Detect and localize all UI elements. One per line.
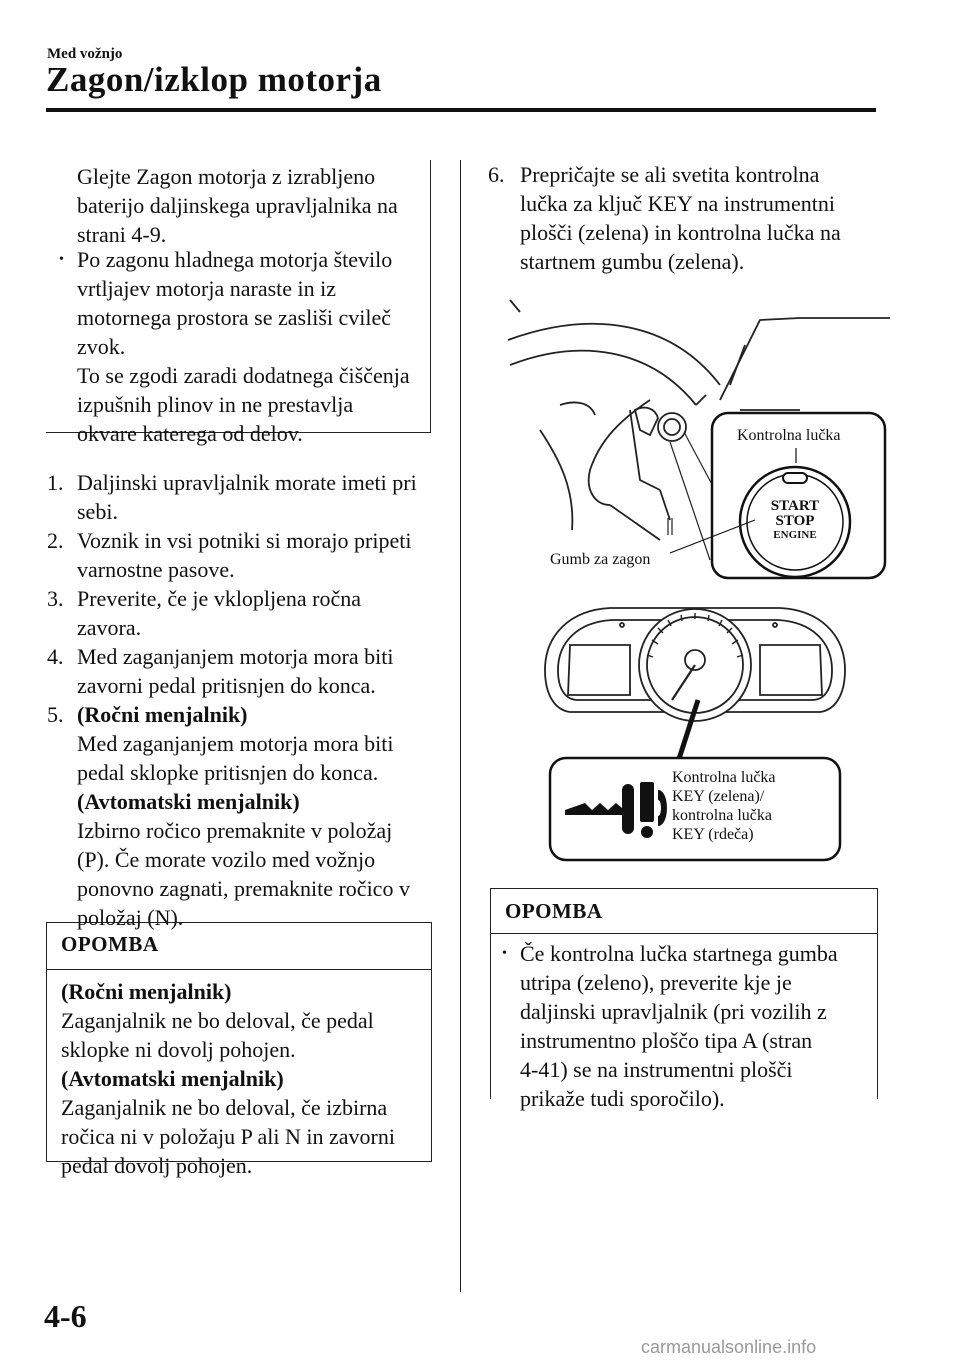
title-rule	[46, 108, 876, 112]
steering-column	[589, 400, 650, 505]
step-5: 5. (Ročni menjalnik) Med zaganjanjem motorja mora biti pedal sklopke pritisnjen do konca. (Avtomatski menjalnik) Izbirno ročico premaknite v položaj (P). Če morate vozilo med vožnjo ponovno zagnati, premaknite ročico v položaj (N).	[47, 700, 447, 932]
svg-text:ENGINE: ENGINE	[773, 529, 817, 541]
svg-text:Kontrolna lučka: Kontrolna lučka	[672, 769, 776, 786]
watermark-link[interactable]: carmanualsonline.info	[641, 1337, 817, 1357]
svg-text:kontrolna lučka: kontrolna lučka	[672, 807, 772, 824]
bullet-icon: •	[502, 946, 507, 961]
top-box-paragraph-1: Glejte Zagon motorja z izrabljeno baterijo daljinskega upravljalnika na strani 4-9.	[77, 164, 398, 247]
indicator-lamp-icon	[783, 473, 807, 483]
step-5-manual-heading: (Ročni menjalnik)	[77, 702, 248, 727]
bullet-icon: •	[59, 252, 64, 267]
note-heading: OPOMBA	[61, 932, 159, 956]
step-2: 2. Voznik in vsi potniki si morajo pripeti varnostne pasove.	[47, 528, 412, 582]
page-title: Zagon/izklop motorja	[46, 60, 382, 99]
instrument-cluster-figure	[540, 600, 850, 865]
step-3: 3. Preverite, če je vklopljena ročna zavora.	[47, 586, 362, 640]
step-1: 1. Daljinski upravljalnik morate imeti pri sebi.	[47, 470, 417, 524]
svg-text:STOP: STOP	[775, 513, 815, 529]
start-button-small	[658, 413, 686, 441]
dashboard-vent	[720, 318, 890, 400]
svg-text:KEY (rdeča): KEY (rdeča)	[672, 826, 754, 843]
svg-text:KEY (zelena)/: KEY (zelena)/	[672, 788, 765, 805]
page-number: 4-6	[44, 1298, 87, 1334]
note-divider	[47, 969, 431, 970]
svg-text:START: START	[770, 498, 820, 514]
right-display	[760, 645, 822, 695]
steering-wheel-inner-rim	[510, 351, 696, 405]
dashboard-edge-line	[510, 300, 520, 312]
section-label: Med vožnjo	[47, 46, 123, 62]
steps-list	[47, 468, 447, 932]
callout-button-label: Gumb za zagon	[550, 551, 651, 568]
left-display	[568, 645, 630, 695]
callout-indicator-label: Kontrolna lučka	[737, 427, 841, 444]
note-heading-right: OPOMBA	[505, 899, 603, 923]
step-5-auto-heading: (Avtomatski menjalnik)	[77, 789, 300, 814]
top-box-paragraph-2: • Po zagonu hladnega motorja število vrtljajev motorja naraste in iz motornega prostora se zasliši cvileč zvok. To se zgodi zaradi dodatnega čiščenja izpušnih plinov in ne prestavlja okvare katerega od delov.	[59, 247, 410, 446]
note-left-body: (Ročni menjalnik) Zaganjalnik ne bo deloval, če pedal sklopke ni dovolj pohojen. (Avtomatski menjalnik) Zaganjalnik ne bo deloval, če izbirna ročica ni v položaju P ali N in zavorni pedal dovolj pohojen.	[61, 979, 395, 1178]
steering-wheel-figure	[500, 290, 890, 590]
note-box-right	[490, 888, 878, 1111]
note-right-body: • Če kontrolna lučka startnega gumba utripa (zeleno), preverite kje je daljinski upravljalnik (pri vozilih z instrumentno ploščo tipa A (stran 4-41) se na instrumentni plošči prikaže tudi sporočilo).	[502, 941, 838, 1111]
step-4: 4. Med zaganjanjem motorja mora biti zavorni pedal pritisnjen do konca.	[47, 644, 394, 698]
note-box-left	[46, 922, 432, 1178]
note-divider-right	[491, 933, 877, 934]
top-note-box	[46, 160, 431, 446]
column-divider	[460, 160, 461, 1292]
step-6: 6. Prepričajte se ali svetita kontrolna lučka za ključ KEY na instrumentni plošči (zelena) in kontrolna lučka na startnem gumbu (zelena).	[488, 162, 841, 274]
